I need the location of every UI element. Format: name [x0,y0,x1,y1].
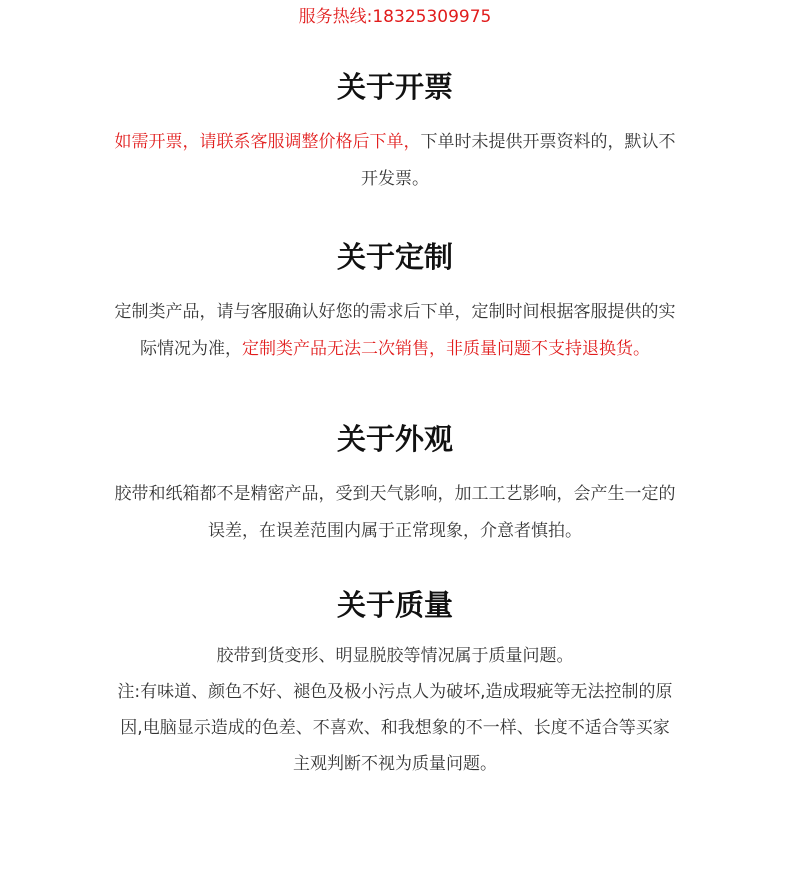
quality-section [0,586,790,782]
customization-paragraph [65,294,725,368]
invoice-line-1 [65,124,725,161]
appearance-line-2: 误差，在误差范围内属于正常现象，介意者慎拍。 [208,521,582,541]
appearance-heading: 关于外观 [336,422,453,456]
invoice-heading: 关于开票 [336,70,453,104]
appearance-line-1: 胶带和纸箱都不是精密产品，受到天气影响，加工工艺影响，会产生一定的 [114,484,676,504]
quality-line-2: 注:有味道、颜色不好、褪色及极小污点人为破坏,造成瑕疵等无法控制的原 [117,682,673,702]
customization-line-2 [65,331,725,368]
quality-line-3: 因,电脑显示造成的色差、不喜欢、和我想象的不一样、长度不适合等买家 [120,718,670,738]
appearance-section [0,420,790,550]
quality-heading: 关于质量 [336,588,453,622]
customization-line-1: 定制类产品，请与客服确认好您的需求后下单，定制时间根据客服提供的实 [114,302,676,322]
customization-section [0,238,790,368]
invoice-paragraph [65,124,725,198]
invoice-highlight: 如需开票，请联系客服调整价格后下单， [114,132,421,152]
appearance-paragraph [65,476,725,550]
customization-highlight: 定制类产品无法二次销售，非质量问题不支持退换货。 [242,339,650,359]
invoice-line-2: 开发票。 [361,169,429,189]
invoice-section [0,68,790,198]
service-hotline: 服务热线:18325309975 [298,7,492,27]
invoice-line-1-rest: 下单时未提供开票资料的，默认不 [420,132,676,152]
customization-heading: 关于定制 [336,240,453,274]
quality-line-1: 胶带到货变形、明显脱胶等情况属于质量问题。 [216,646,574,666]
quality-paragraph [65,638,725,782]
quality-line-4: 主观判断不视为质量问题。 [293,754,497,774]
customization-line-2-start: 际情况为准， [140,339,242,359]
